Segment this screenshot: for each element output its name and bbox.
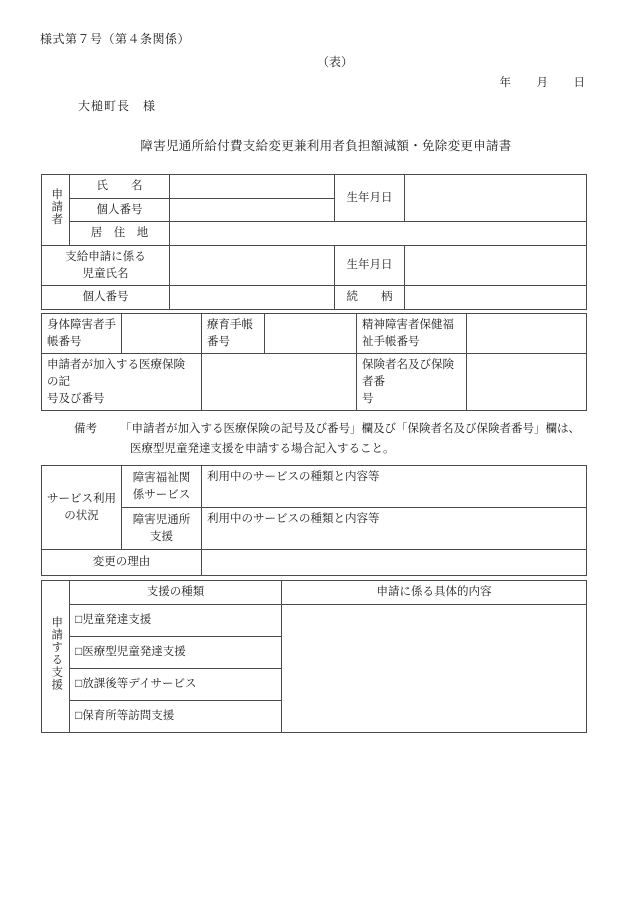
certificate-table bbox=[41, 313, 587, 411]
applicant-name-value[interactable] bbox=[170, 175, 335, 199]
child-birth-value[interactable] bbox=[405, 246, 587, 286]
checkbox-icon[interactable]: □ bbox=[75, 676, 83, 691]
reason-label: 変更の理由 bbox=[42, 550, 202, 576]
physical-certificate-label bbox=[42, 314, 122, 354]
support-content-header: 申請に係る具体的内容 bbox=[282, 581, 587, 605]
support-option-4[interactable] bbox=[70, 700, 282, 732]
physical-certificate-label-line2: 帳番号 bbox=[47, 335, 82, 348]
child-personal-number-value[interactable] bbox=[170, 286, 335, 310]
mental-certificate-label bbox=[357, 314, 467, 354]
welfare-service-label bbox=[122, 466, 202, 508]
ryoiku-certificate-label-line1: 療育手帳 bbox=[207, 319, 253, 331]
note-line-2: 医療型児童発達支援を申請する場合記入すること。 bbox=[130, 443, 395, 456]
checkbox-icon[interactable]: □ bbox=[75, 644, 83, 659]
ryoiku-certificate-label-line2: 番号 bbox=[207, 335, 230, 348]
service-usage-label-line2: の状況 bbox=[64, 509, 99, 522]
insurance-label-line2: 号及び番号 bbox=[47, 392, 105, 405]
child-name-value[interactable] bbox=[170, 246, 335, 286]
support-content-value[interactable] bbox=[282, 604, 587, 732]
table-row bbox=[42, 354, 587, 411]
requested-support-label-cell bbox=[42, 581, 70, 733]
applicant-table bbox=[41, 174, 587, 310]
applicant-residence-value[interactable] bbox=[170, 222, 587, 246]
child-name-label-line1: 支給申請に係る bbox=[65, 251, 146, 264]
support-option-1[interactable] bbox=[70, 604, 282, 636]
mental-certificate-value[interactable] bbox=[467, 314, 587, 354]
reason-value[interactable] bbox=[202, 550, 587, 576]
insurer-value[interactable] bbox=[467, 354, 587, 411]
ryoiku-certificate-value[interactable] bbox=[265, 314, 357, 354]
welfare-service-content[interactable]: 利用中のサービスの種類と内容等 bbox=[202, 466, 587, 508]
addressee: 大槌町長 様 bbox=[78, 99, 157, 113]
daycare-service-label bbox=[122, 508, 202, 550]
table-row bbox=[42, 604, 587, 636]
ryoiku-certificate-label bbox=[202, 314, 265, 354]
table-row bbox=[42, 466, 587, 508]
form-number: 様式第７号（第４条関係） bbox=[40, 32, 191, 46]
support-option-2[interactable] bbox=[70, 636, 282, 668]
date-line: 年 月 日 bbox=[499, 77, 592, 89]
note-label: 備考 bbox=[74, 423, 97, 435]
child-personal-number-label: 個人番号 bbox=[42, 286, 170, 310]
child-name-label-line2: 児童氏名 bbox=[82, 267, 129, 280]
service-usage-label bbox=[42, 466, 122, 550]
mental-certificate-label-line2: 祉手帳番号 bbox=[362, 335, 420, 348]
applicant-birth-value[interactable] bbox=[405, 175, 587, 222]
applicant-label: 申請者 bbox=[50, 188, 63, 226]
support-option-2-label: 医療型児童発達支援 bbox=[82, 646, 186, 659]
table-row bbox=[42, 314, 587, 354]
support-option-3-label: 放課後等デイサービス bbox=[82, 678, 197, 691]
table-row bbox=[42, 246, 587, 286]
checkbox-icon[interactable]: □ bbox=[75, 708, 83, 723]
welfare-service-label-line1: 障害福祉関 bbox=[132, 471, 191, 484]
applicant-label-cell bbox=[42, 175, 70, 246]
support-option-1-label: 児童発達支援 bbox=[82, 614, 152, 627]
mental-certificate-label-line1: 精神障害者保健福 bbox=[362, 319, 454, 331]
table-row bbox=[42, 581, 587, 605]
requested-support-table bbox=[41, 580, 587, 733]
child-name-label bbox=[42, 246, 170, 286]
daycare-service-label-line1: 障害児通所 bbox=[132, 513, 191, 526]
note-line-1: 「申請者が加入する医療保険の記号及び番号」欄及び「保険者名及び保険者番号」欄は、 bbox=[120, 423, 580, 435]
page-title: 障害児通所給付費支給変更兼利用者負担額減額・免除変更申請書 bbox=[140, 139, 512, 153]
note-block bbox=[74, 419, 604, 459]
physical-certificate-label-line1: 身体障害者手 bbox=[47, 319, 116, 331]
support-type-header: 支援の種類 bbox=[70, 581, 282, 605]
insurer-label-line2: 号 bbox=[362, 392, 374, 405]
physical-certificate-value[interactable] bbox=[122, 314, 202, 354]
child-relation-value[interactable] bbox=[405, 286, 587, 310]
requested-support-label: 申請する支援 bbox=[50, 616, 63, 691]
welfare-service-label-line2: 係サービス bbox=[132, 488, 191, 501]
child-birth-label: 生年月日 bbox=[335, 246, 405, 286]
service-usage-table bbox=[41, 465, 587, 576]
checkbox-icon[interactable]: □ bbox=[75, 612, 83, 627]
insurance-value[interactable] bbox=[202, 354, 357, 411]
insurance-label bbox=[42, 354, 202, 411]
service-usage-label-line1: サービス利用 bbox=[47, 492, 116, 505]
insurer-label bbox=[357, 354, 467, 411]
applicant-residence-label: 居 住 地 bbox=[70, 222, 170, 246]
side-marker: （表） bbox=[316, 55, 353, 69]
insurance-label-line1: 申請者が加入する医療保険の記 bbox=[47, 359, 185, 389]
support-option-4-label: 保育所等訪問支援 bbox=[82, 710, 175, 723]
table-row bbox=[42, 508, 587, 550]
child-relation-label: 続 柄 bbox=[335, 286, 405, 310]
table-row bbox=[42, 222, 587, 246]
table-row bbox=[42, 286, 587, 310]
applicant-birth-label: 生年月日 bbox=[335, 175, 405, 222]
insurer-label-line1: 保険者名及び保険者番 bbox=[362, 359, 454, 389]
applicant-name-label: 氏 名 bbox=[70, 175, 170, 199]
support-option-3[interactable] bbox=[70, 668, 282, 700]
table-row bbox=[42, 175, 587, 199]
table-row bbox=[42, 550, 587, 576]
applicant-personal-number-value[interactable] bbox=[170, 198, 335, 222]
applicant-personal-number-label: 個人番号 bbox=[70, 198, 170, 222]
daycare-service-content[interactable]: 利用中のサービスの種類と内容等 bbox=[202, 508, 587, 550]
daycare-service-label-line2: 支援 bbox=[150, 530, 173, 543]
